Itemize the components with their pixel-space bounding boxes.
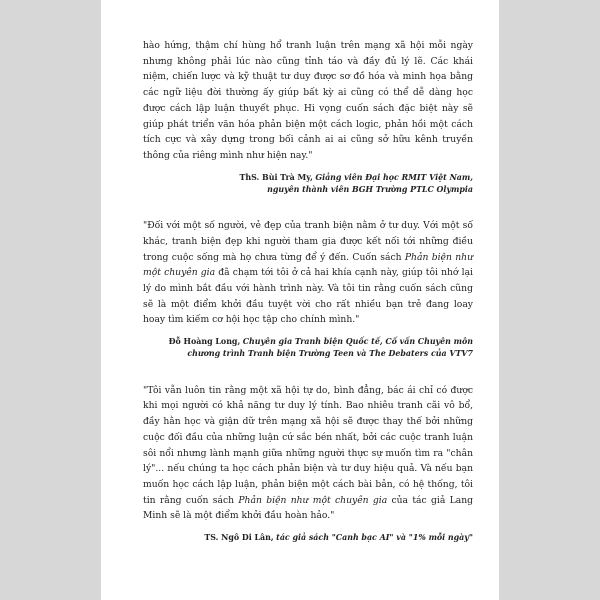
quote-2-author-name: Đỗ Hoàng Long, <box>168 337 241 347</box>
quote-1-author-name: ThS. Bùi Trà My, <box>239 172 313 182</box>
quote-2-author-role: Chuyên gia Tranh biện Quốc tế, Cố vấn Chuyên môn <box>242 337 473 347</box>
quote-3-text-after: của tác giả Lang Minh sẽ là một điểm khởi đầu hoàn hảo." <box>143 494 473 522</box>
quote-2-body <box>143 218 473 328</box>
quote-3-author-name: TS. Ngô Di Lân, <box>204 533 274 543</box>
quote-1-body: hào hứng, thậm chí hùng hổ tranh luận trên mạng xã hội mỗi ngày nhưng không phải lúc nào cũng tỉnh táo và đầy đủ lý lẽ. Các khái niệm, chiến lược và kỹ thuật tư duy được sơ đồ hóa và minh họa bằng các ngữ liệu đời thường ấy giúp bất kỳ ai cũng có thể dễ dàng học được cách lập luận thuyết phục. Hi vọng cuốn sách đặc biệt này sẽ giúp phát triển văn hóa phản biện một cách logic, phản hồi một cách tích cực và xây dựng trong bối cảnh ai ai cũng sở hữu kênh truyền thông của riêng mình như hiện nay." <box>143 40 473 161</box>
quote-1-author-role: Giảng viên Đại học RMIT Việt Nam, <box>315 172 473 182</box>
quote-1-attribution <box>143 172 473 197</box>
quote-3-body <box>143 383 473 524</box>
quote-2-text-before: "Đối với một số người, vẻ đẹp của tranh biện nằm ở tư duy. Với một số khác, tranh biện đẹp khi người tham gia được kết nối tới những điều trong cuộc sống mà họ chưa từng để ý đến. Cuốn sách <box>143 220 473 263</box>
book-page <box>101 0 499 600</box>
quote-3-book-title: Phản biện như một chuyên gia <box>238 494 388 506</box>
quote-3-author-role: tác giả sách "Canh bạc AI" và "1% mỗi ngày" <box>276 533 473 543</box>
quote-2-attribution <box>143 336 473 361</box>
quote-2-author-role-cont: chương trình Tranh biện Trường Teen và The Debaters của VTV7 <box>187 349 473 359</box>
quote-2-text-after: đã chạm tới tôi ở cả hai khía cạnh này, giúp tôi nhớ lại lý do mình bắt đầu với hành trình này. Và tôi tin rằng cuốn sách cũng sẽ là một điểm khởi đầu tuyệt vời cho rất nhiều bạn trẻ đang loay hoay tìm kiếm cơ hội học tập cho chính mình." <box>143 267 473 326</box>
quote-1-author-role-cont: nguyên thành viên BGH Trường PTLC Olympia <box>267 184 473 194</box>
quote-2-book-title: Phản biện như một chuyên gia <box>143 251 474 279</box>
quote-3-text-before: "Tôi vẫn luôn tin rằng một xã hội tự do, bình đẳng, bác ái chỉ có được khi mọi người có khả năng tư duy lý tính. Bao nhiêu tranh cãi vô bổ, đầy hằn học và giận dữ trên mạng xã hội sẽ được thay thế bởi những cuộc đối đầu của những luận cứ sắc bén nhất, bởi các cuộc tranh luận sôi nổi nhưng lành mạnh giữa những người thực sự muốn tìm ra "chân lý"... nếu chúng ta học cách phản biện và tư duy hiệu quả. Và nếu bạn muốn học cách lập luận, phản biện một cách bài bản, có hệ thống, tôi tin rằng cuốn sách <box>143 384 473 506</box>
quote-3-attribution <box>143 532 473 544</box>
